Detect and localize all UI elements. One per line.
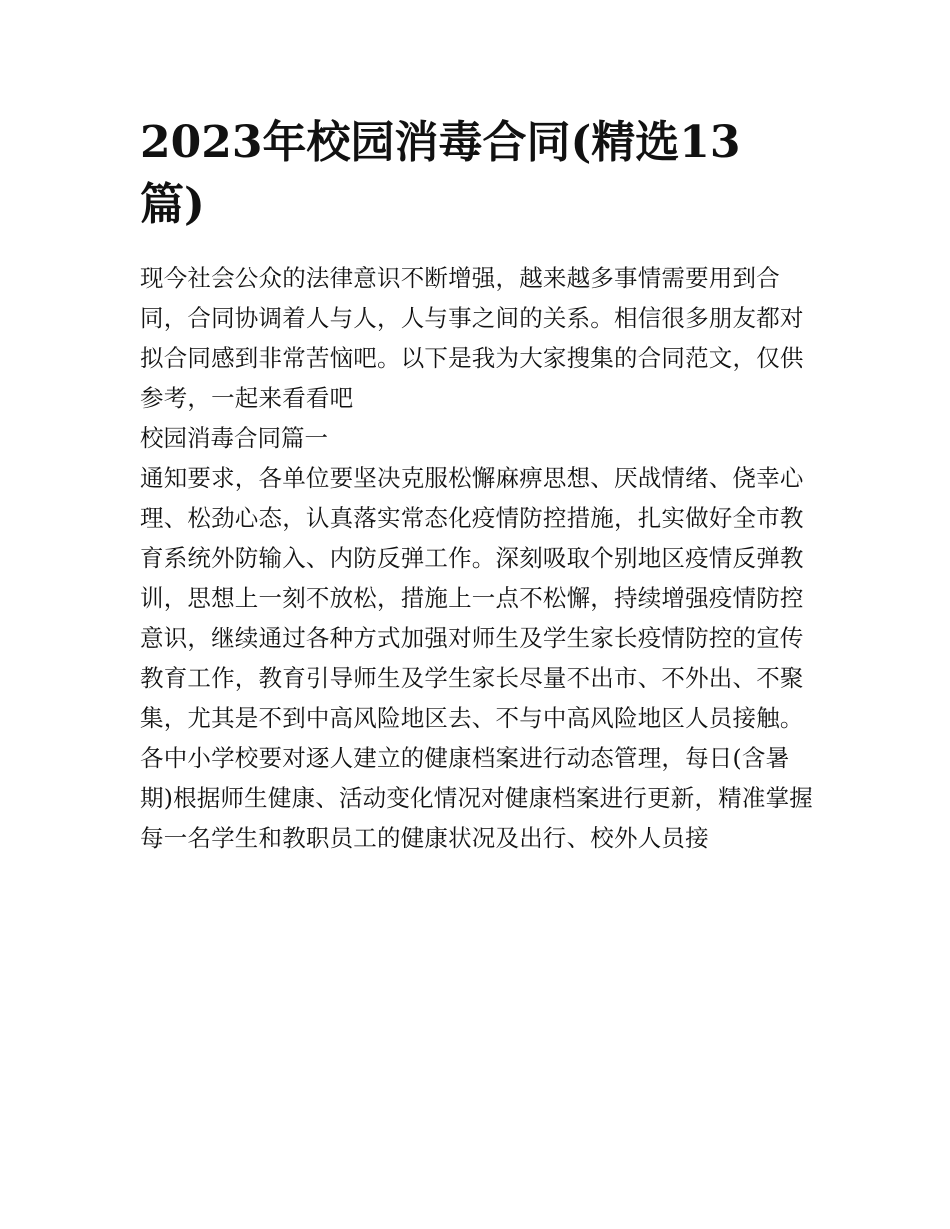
body-paragraph-1: 通知要求，各单位要坚决克服松懈麻痹思想、厌战情绪、侥幸心理、松劲心态，认真落实常态化疫情防控措施，扎实做好全市教育系统外防输入、内防反弹工作。深刻吸取个别地区疫情反弹教训，思想上一刻不放松，措施上一点不松懈，持续增强疫情防控意识，继续通过各种方式加强对师生及学生家长疫情防控的宣传教育工作，教育引导师生及学生家长尽量不出市、不外出、不聚集，尤其是不到中高风险地区去、不与中高风险地区人员接触。 <box>140 464 804 732</box>
body-paragraph-2: 各中小学校要对逐人建立的健康档案进行动态管理，每日(含暑期)根据师生健康、活动变化情况对健康档案进行更新，精准掌握每一名学生和教职员工的健康状况及出行、校外人员接 <box>140 744 813 852</box>
intro-paragraph: 现今社会公众的法律意识不断增强，越来越多事情需要用到合同，合同协调着人与人，人与事之间的关系。相信很多朋友都对拟合同感到非常苦恼吧。以下是我为大家搜集的合同范文，仅供参考，一起来看看吧 <box>140 264 804 412</box>
document-title: 2023年校园消毒合同(精选13篇) <box>140 117 741 230</box>
document-content <box>140 112 820 858</box>
section-heading: 校园消毒合同篇一 <box>140 424 328 452</box>
